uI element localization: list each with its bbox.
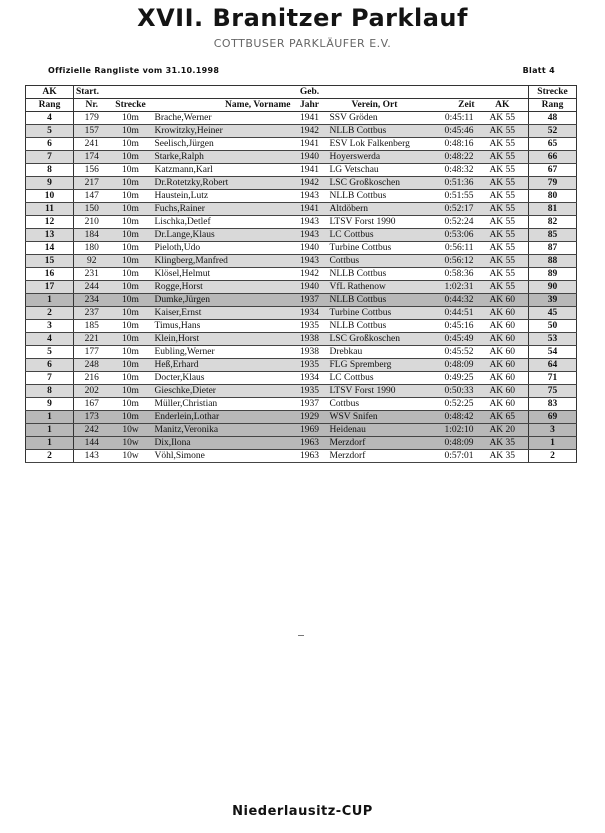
- start-number-cell: 234: [74, 294, 110, 307]
- start-number-cell: 185: [74, 320, 110, 333]
- time-cell: 0:48:09: [423, 437, 477, 450]
- birth-year-cell: 1969: [293, 424, 327, 437]
- table-row: [26, 255, 577, 268]
- time-cell: 0:52:24: [423, 216, 477, 229]
- time-cell: 0:44:32: [423, 294, 477, 307]
- name-cell: Fuchs,Rainer: [152, 203, 293, 216]
- birth-year-cell: 1941: [293, 203, 327, 216]
- birth-year-cell: 1942: [293, 177, 327, 190]
- col-ak: AK: [477, 99, 529, 112]
- club-cell: LC Cottbus: [327, 372, 423, 385]
- table-row: [26, 229, 577, 242]
- birth-year-cell: 1937: [293, 398, 327, 411]
- blank-header-cell: [110, 86, 152, 99]
- course-rank-cell: 82: [529, 216, 577, 229]
- course-cell: 10m: [110, 138, 152, 151]
- start-number-cell: 244: [74, 281, 110, 294]
- ak-rank-cell: 9: [26, 177, 74, 190]
- course-cell: 10m: [110, 242, 152, 255]
- club-cell: SSV Gröden: [327, 112, 423, 125]
- age-class-cell: AK 55: [477, 203, 529, 216]
- ak-rank-cell: 4: [26, 333, 74, 346]
- age-class-cell: AK 60: [477, 333, 529, 346]
- birth-year-cell: 1943: [293, 216, 327, 229]
- course-cell: 10m: [110, 229, 152, 242]
- time-cell: 0:49:25: [423, 372, 477, 385]
- club-cell: FLG Spremberg: [327, 359, 423, 372]
- age-class-cell: AK 55: [477, 138, 529, 151]
- age-class-cell: AK 60: [477, 385, 529, 398]
- name-cell: Lischka,Detlef: [152, 216, 293, 229]
- ak-rank-cell: 8: [26, 385, 74, 398]
- course-cell: 10m: [110, 255, 152, 268]
- course-cell: 10m: [110, 307, 152, 320]
- course-rank-cell: 85: [529, 229, 577, 242]
- time-cell: 0:56:11: [423, 242, 477, 255]
- club-cell: Merzdorf: [327, 450, 423, 463]
- table-row: [26, 424, 577, 437]
- time-cell: 0:45:11: [423, 112, 477, 125]
- birth-year-cell: 1940: [293, 151, 327, 164]
- table-row: [26, 151, 577, 164]
- header-row-1: [26, 86, 577, 99]
- birth-year-cell: 1934: [293, 372, 327, 385]
- time-cell: 0:48:32: [423, 164, 477, 177]
- club-cell: WSV Snifen: [327, 411, 423, 424]
- ak-rank-cell: 6: [26, 138, 74, 151]
- course-rank-cell: 79: [529, 177, 577, 190]
- course-cell: 10m: [110, 411, 152, 424]
- col-strecke: Strecke: [110, 99, 152, 112]
- name-cell: Katzmann,Karl: [152, 164, 293, 177]
- start-number-cell: 174: [74, 151, 110, 164]
- club-cell: ESV Lok Falkenberg: [327, 138, 423, 151]
- age-class-cell: AK 55: [477, 151, 529, 164]
- course-rank-cell: 69: [529, 411, 577, 424]
- start-number-cell: 210: [74, 216, 110, 229]
- name-cell: Dr.Rotetzky,Robert: [152, 177, 293, 190]
- col-geb-2: Jahr: [293, 99, 327, 112]
- ranklist-date: Offizielle Rangliste vom 31.10.1998: [48, 66, 220, 75]
- col-zeit: Zeit: [423, 99, 477, 112]
- course-cell: 10m: [110, 164, 152, 177]
- course-cell: 10m: [110, 385, 152, 398]
- ak-rank-cell: 5: [26, 346, 74, 359]
- age-class-cell: AK 60: [477, 372, 529, 385]
- table-row: [26, 125, 577, 138]
- ak-rank-cell: 15: [26, 255, 74, 268]
- table-row: [26, 450, 577, 463]
- course-rank-cell: 83: [529, 398, 577, 411]
- course-cell: 10w: [110, 437, 152, 450]
- course-rank-cell: 88: [529, 255, 577, 268]
- course-cell: 10m: [110, 320, 152, 333]
- course-rank-cell: 52: [529, 125, 577, 138]
- time-cell: 0:53:06: [423, 229, 477, 242]
- course-cell: 10m: [110, 346, 152, 359]
- course-cell: 10m: [110, 359, 152, 372]
- table-row: [26, 372, 577, 385]
- name-cell: Klingberg,Manfred: [152, 255, 293, 268]
- time-cell: 0:50:33: [423, 385, 477, 398]
- table-row: [26, 307, 577, 320]
- time-cell: 0:45:49: [423, 333, 477, 346]
- birth-year-cell: 1941: [293, 164, 327, 177]
- club-cell: LG Vetschau: [327, 164, 423, 177]
- age-class-cell: AK 55: [477, 242, 529, 255]
- name-cell: Enderlein,Lothar: [152, 411, 293, 424]
- course-cell: 10m: [110, 190, 152, 203]
- table-row: [26, 359, 577, 372]
- start-number-cell: 184: [74, 229, 110, 242]
- age-class-cell: AK 55: [477, 164, 529, 177]
- birth-year-cell: 1942: [293, 268, 327, 281]
- time-cell: 0:44:51: [423, 307, 477, 320]
- club-cell: NLLB Cottbus: [327, 294, 423, 307]
- blank-header-cell: [423, 86, 477, 99]
- age-class-cell: AK 60: [477, 307, 529, 320]
- course-cell: 10m: [110, 281, 152, 294]
- ak-rank-cell: 5: [26, 125, 74, 138]
- birth-year-cell: 1938: [293, 346, 327, 359]
- age-class-cell: AK 55: [477, 281, 529, 294]
- course-rank-cell: 1: [529, 437, 577, 450]
- time-cell: 0:45:52: [423, 346, 477, 359]
- ak-rank-cell: 7: [26, 151, 74, 164]
- name-cell: Seelisch,Jürgen: [152, 138, 293, 151]
- club-cell: LTSV Forst 1990: [327, 216, 423, 229]
- ak-rank-cell: 7: [26, 372, 74, 385]
- name-cell: Timus,Hans: [152, 320, 293, 333]
- name-cell: Dumke,Jürgen: [152, 294, 293, 307]
- name-cell: Eubling,Werner: [152, 346, 293, 359]
- name-cell: Kaiser,Ernst: [152, 307, 293, 320]
- time-cell: 1:02:31: [423, 281, 477, 294]
- course-rank-cell: 65: [529, 138, 577, 151]
- birth-year-cell: 1940: [293, 242, 327, 255]
- start-number-cell: 248: [74, 359, 110, 372]
- birth-year-cell: 1937: [293, 294, 327, 307]
- birth-year-cell: 1943: [293, 229, 327, 242]
- col-str-rang-2: Rang: [529, 99, 577, 112]
- col-ak-rang-2: Rang: [26, 99, 74, 112]
- age-class-cell: AK 55: [477, 190, 529, 203]
- course-rank-cell: 54: [529, 346, 577, 359]
- name-cell: Manitz,Veronika: [152, 424, 293, 437]
- name-cell: Vöhl,Simone: [152, 450, 293, 463]
- start-number-cell: 177: [74, 346, 110, 359]
- start-number-cell: 179: [74, 112, 110, 125]
- ak-rank-cell: 9: [26, 398, 74, 411]
- time-cell: 0:52:25: [423, 398, 477, 411]
- ak-rank-cell: 1: [26, 294, 74, 307]
- table-row: [26, 164, 577, 177]
- course-cell: 10m: [110, 372, 152, 385]
- time-cell: 0:48:22: [423, 151, 477, 164]
- course-rank-cell: 45: [529, 307, 577, 320]
- age-class-cell: AK 60: [477, 398, 529, 411]
- course-rank-cell: 75: [529, 385, 577, 398]
- ak-rank-cell: 1: [26, 424, 74, 437]
- age-class-cell: AK 65: [477, 411, 529, 424]
- name-cell: Haustein,Lutz: [152, 190, 293, 203]
- course-cell: 10m: [110, 177, 152, 190]
- results-body: [26, 112, 577, 463]
- table-row: [26, 320, 577, 333]
- ak-rank-cell: 2: [26, 450, 74, 463]
- start-number-cell: 242: [74, 424, 110, 437]
- table-row: [26, 138, 577, 151]
- header-row-2: [26, 99, 577, 112]
- birth-year-cell: 1963: [293, 437, 327, 450]
- time-cell: 0:57:01: [423, 450, 477, 463]
- start-number-cell: 237: [74, 307, 110, 320]
- club-cell: LC Cottbus: [327, 229, 423, 242]
- name-cell: Heß,Erhard: [152, 359, 293, 372]
- table-row: [26, 385, 577, 398]
- ak-rank-cell: 2: [26, 307, 74, 320]
- course-rank-cell: 66: [529, 151, 577, 164]
- course-rank-cell: 50: [529, 320, 577, 333]
- blank-header-cell: [327, 86, 423, 99]
- course-cell: 10m: [110, 203, 152, 216]
- club-cell: Turbine Cottbus: [327, 307, 423, 320]
- name-cell: Pieloth,Udo: [152, 242, 293, 255]
- club-cell: LSC Großkoschen: [327, 333, 423, 346]
- start-number-cell: 202: [74, 385, 110, 398]
- name-cell: Brache,Werner: [152, 112, 293, 125]
- cup-footer: Niederlausitz-CUP: [232, 804, 373, 819]
- course-rank-cell: 81: [529, 203, 577, 216]
- start-number-cell: 231: [74, 268, 110, 281]
- start-number-cell: 216: [74, 372, 110, 385]
- time-cell: 0:58:36: [423, 268, 477, 281]
- age-class-cell: AK 60: [477, 346, 529, 359]
- age-class-cell: AK 55: [477, 112, 529, 125]
- age-class-cell: AK 35: [477, 450, 529, 463]
- table-row: [26, 281, 577, 294]
- results-table: [25, 85, 577, 463]
- ak-rank-cell: 4: [26, 112, 74, 125]
- name-cell: Docter,Klaus: [152, 372, 293, 385]
- course-cell: 10m: [110, 294, 152, 307]
- course-cell: 10m: [110, 151, 152, 164]
- time-cell: 0:56:12: [423, 255, 477, 268]
- course-cell: 10w: [110, 424, 152, 437]
- name-cell: Dix,Ilona: [152, 437, 293, 450]
- ak-rank-cell: 10: [26, 190, 74, 203]
- club-cell: LSC Großkoschen: [327, 177, 423, 190]
- age-class-cell: AK 60: [477, 359, 529, 372]
- name-cell: Dr.Lange,Klaus: [152, 229, 293, 242]
- name-cell: Gieschke,Dieter: [152, 385, 293, 398]
- birth-year-cell: 1943: [293, 190, 327, 203]
- birth-year-cell: 1935: [293, 320, 327, 333]
- club-subtitle: COTTBUSER PARKLÄUFER E.V.: [213, 37, 392, 50]
- age-class-cell: AK 55: [477, 255, 529, 268]
- start-number-cell: 167: [74, 398, 110, 411]
- sheet-number: Blatt 4: [522, 66, 555, 75]
- club-cell: Drebkau: [327, 346, 423, 359]
- start-number-cell: 241: [74, 138, 110, 151]
- ak-rank-cell: 14: [26, 242, 74, 255]
- club-cell: Cottbus: [327, 255, 423, 268]
- birth-year-cell: 1934: [293, 307, 327, 320]
- birth-year-cell: 1941: [293, 138, 327, 151]
- time-cell: 0:45:46: [423, 125, 477, 138]
- ak-rank-cell: 3: [26, 320, 74, 333]
- event-title: XVII. Branitzer Parklauf: [137, 4, 468, 32]
- table-row: [26, 190, 577, 203]
- name-cell: Krowitzky,Heiner: [152, 125, 293, 138]
- course-rank-cell: 3: [529, 424, 577, 437]
- time-cell: 0:48:16: [423, 138, 477, 151]
- ak-rank-cell: 6: [26, 359, 74, 372]
- course-rank-cell: 80: [529, 190, 577, 203]
- club-cell: NLLB Cottbus: [327, 125, 423, 138]
- ak-rank-cell: 11: [26, 203, 74, 216]
- table-row: [26, 177, 577, 190]
- table-row: [26, 411, 577, 424]
- club-cell: NLLB Cottbus: [327, 268, 423, 281]
- course-rank-cell: 53: [529, 333, 577, 346]
- ak-rank-cell: 8: [26, 164, 74, 177]
- time-cell: 0:48:09: [423, 359, 477, 372]
- time-cell: 0:52:17: [423, 203, 477, 216]
- ak-rank-cell: 1: [26, 437, 74, 450]
- start-number-cell: 157: [74, 125, 110, 138]
- age-class-cell: AK 55: [477, 216, 529, 229]
- col-name: Name, Vorname: [152, 99, 293, 112]
- course-cell: 10m: [110, 398, 152, 411]
- start-number-cell: 143: [74, 450, 110, 463]
- club-cell: NLLB Cottbus: [327, 320, 423, 333]
- club-cell: Cottbus: [327, 398, 423, 411]
- name-cell: Rogge,Horst: [152, 281, 293, 294]
- blank-header-cell: [477, 86, 529, 99]
- ak-rank-cell: 17: [26, 281, 74, 294]
- ak-rank-cell: 16: [26, 268, 74, 281]
- course-rank-cell: 90: [529, 281, 577, 294]
- start-number-cell: 221: [74, 333, 110, 346]
- start-number-cell: 217: [74, 177, 110, 190]
- col-ak-rang-1: AK: [26, 86, 74, 99]
- col-str-rang-1: Strecke: [529, 86, 577, 99]
- club-cell: Hoyerswerda: [327, 151, 423, 164]
- age-class-cell: AK 55: [477, 125, 529, 138]
- age-class-cell: AK 55: [477, 177, 529, 190]
- blank-header-cell: [152, 86, 293, 99]
- ak-rank-cell: 13: [26, 229, 74, 242]
- table-row: [26, 242, 577, 255]
- start-number-cell: 147: [74, 190, 110, 203]
- name-cell: Klösel,Helmut: [152, 268, 293, 281]
- time-cell: 0:51:36: [423, 177, 477, 190]
- course-rank-cell: 2: [529, 450, 577, 463]
- course-cell: 10m: [110, 333, 152, 346]
- age-class-cell: AK 55: [477, 229, 529, 242]
- start-number-cell: 92: [74, 255, 110, 268]
- ak-rank-cell: 1: [26, 411, 74, 424]
- birth-year-cell: 1929: [293, 411, 327, 424]
- table-row: [26, 346, 577, 359]
- start-number-cell: 173: [74, 411, 110, 424]
- page-mark: [298, 635, 304, 636]
- course-rank-cell: 67: [529, 164, 577, 177]
- course-cell: 10m: [110, 216, 152, 229]
- time-cell: 0:48:42: [423, 411, 477, 424]
- col-geb-1: Geb.: [293, 86, 327, 99]
- col-start-1: Start.: [74, 86, 110, 99]
- birth-year-cell: 1935: [293, 359, 327, 372]
- club-cell: LTSV Forst 1990: [327, 385, 423, 398]
- birth-year-cell: 1941: [293, 112, 327, 125]
- course-rank-cell: 89: [529, 268, 577, 281]
- club-cell: Turbine Cottbus: [327, 242, 423, 255]
- time-cell: 0:51:55: [423, 190, 477, 203]
- birth-year-cell: 1943: [293, 255, 327, 268]
- start-number-cell: 180: [74, 242, 110, 255]
- course-cell: 10m: [110, 112, 152, 125]
- ak-rank-cell: 12: [26, 216, 74, 229]
- course-rank-cell: 64: [529, 359, 577, 372]
- course-rank-cell: 48: [529, 112, 577, 125]
- age-class-cell: AK 35: [477, 437, 529, 450]
- birth-year-cell: 1938: [293, 333, 327, 346]
- col-verein: Verein, Ort: [327, 99, 423, 112]
- table-row: [26, 333, 577, 346]
- table-row: [26, 216, 577, 229]
- birth-year-cell: 1942: [293, 125, 327, 138]
- course-rank-cell: 39: [529, 294, 577, 307]
- birth-year-cell: 1963: [293, 450, 327, 463]
- club-cell: VfL Rathenow: [327, 281, 423, 294]
- age-class-cell: AK 20: [477, 424, 529, 437]
- course-rank-cell: 71: [529, 372, 577, 385]
- name-cell: Klein,Horst: [152, 333, 293, 346]
- club-cell: Merzdorf: [327, 437, 423, 450]
- start-number-cell: 144: [74, 437, 110, 450]
- table-row: [26, 203, 577, 216]
- table-row: [26, 268, 577, 281]
- table-row: [26, 437, 577, 450]
- table-row: [26, 294, 577, 307]
- course-cell: 10m: [110, 268, 152, 281]
- club-cell: Heidenau: [327, 424, 423, 437]
- age-class-cell: AK 60: [477, 294, 529, 307]
- start-number-cell: 150: [74, 203, 110, 216]
- start-number-cell: 156: [74, 164, 110, 177]
- course-rank-cell: 87: [529, 242, 577, 255]
- name-cell: Starke,Ralph: [152, 151, 293, 164]
- col-start-2: Nr.: [74, 99, 110, 112]
- birth-year-cell: 1935: [293, 385, 327, 398]
- name-cell: Müller,Christian: [152, 398, 293, 411]
- course-cell: 10m: [110, 125, 152, 138]
- birth-year-cell: 1940: [293, 281, 327, 294]
- age-class-cell: AK 60: [477, 320, 529, 333]
- club-cell: NLLB Cottbus: [327, 190, 423, 203]
- time-cell: 0:45:16: [423, 320, 477, 333]
- course-cell: 10w: [110, 450, 152, 463]
- table-row: [26, 112, 577, 125]
- club-cell: Altdöbern: [327, 203, 423, 216]
- age-class-cell: AK 55: [477, 268, 529, 281]
- time-cell: 1:02:10: [423, 424, 477, 437]
- table-row: [26, 398, 577, 411]
